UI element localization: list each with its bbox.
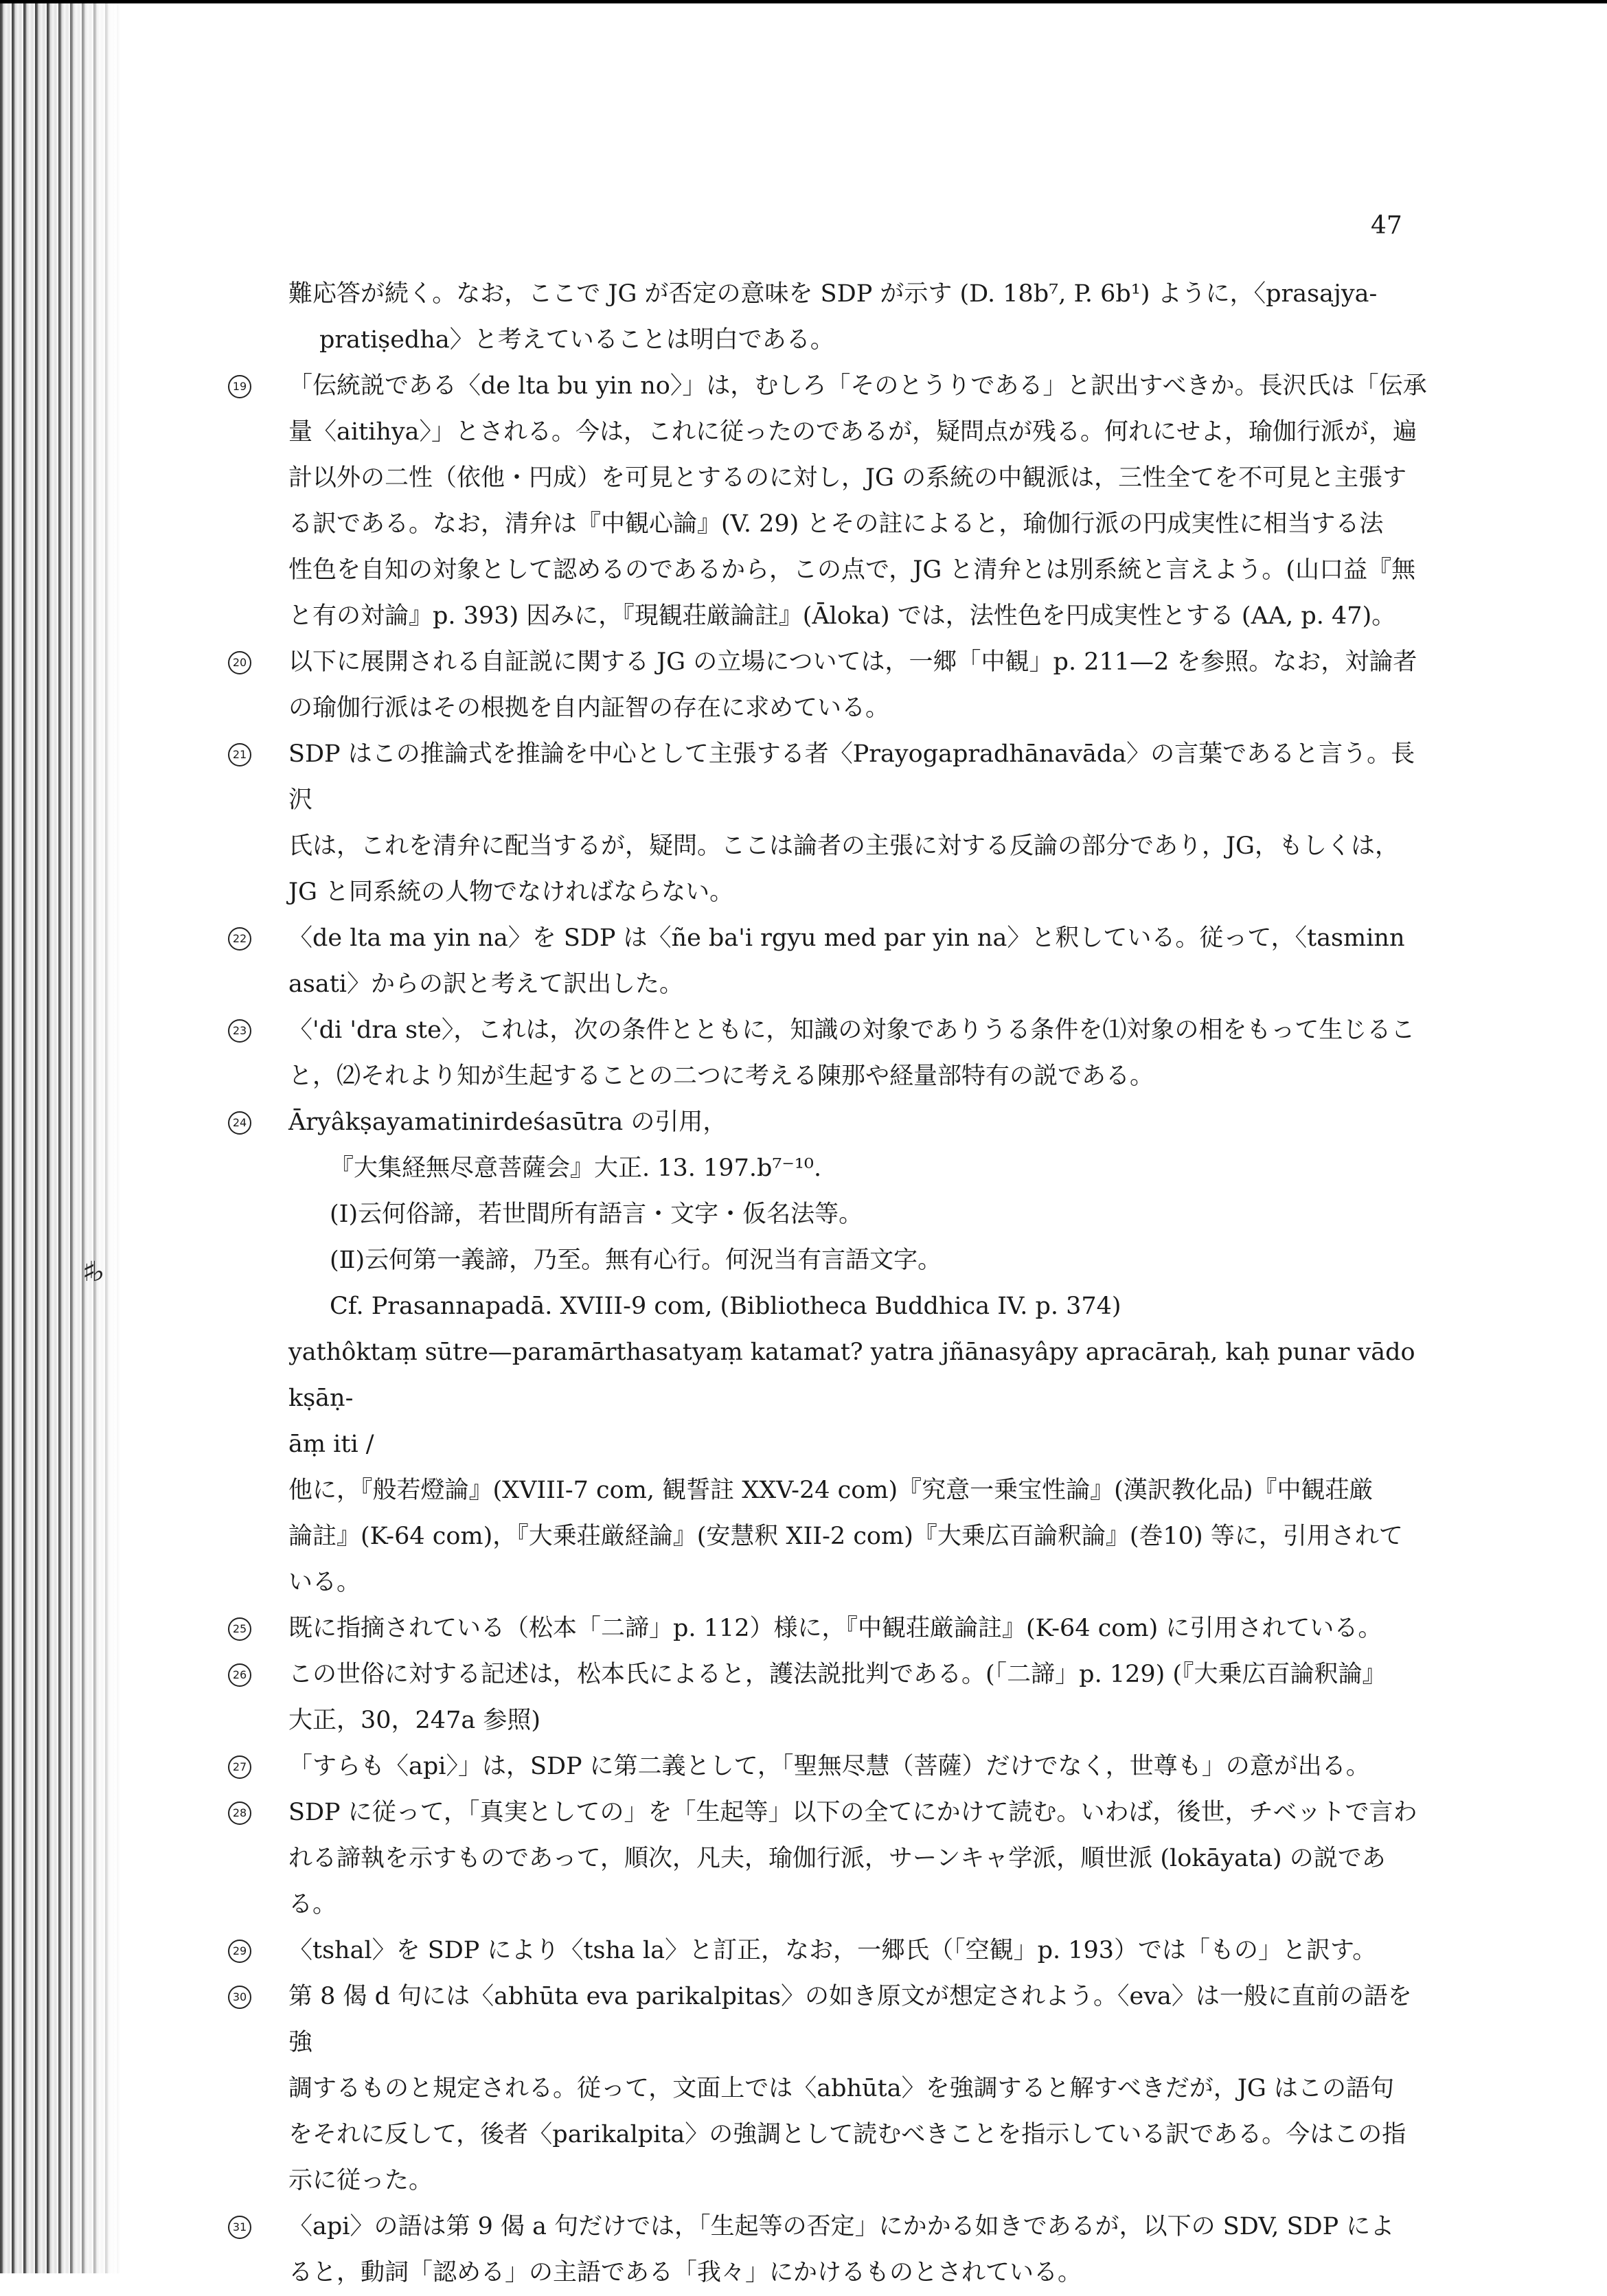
text-line: 大正，30，247a 参照) xyxy=(288,1707,540,1734)
text-line: 「すらも〈api〉」は，SDP に第二義として，「聖無尽慧（菩薩）だけでなく，世尊も」の意が出る。 xyxy=(288,1753,1370,1780)
text-line: pratiṣedha〉と考えていることは明白である。 xyxy=(319,326,834,354)
text-line: 他に，『般若燈論』(XVIII-7 com, 観誓註 XXV-24 com)『究意一乗宝性論』(漢訳教化品)『中観荘厳 xyxy=(288,1477,1374,1504)
note-number: 22 xyxy=(228,927,251,951)
footnote-26 xyxy=(232,1652,1435,1698)
quote-citation: 『大集経無尽意菩薩会』大正. 13. 197.b⁷⁻¹⁰. xyxy=(330,1155,822,1182)
text-line: と，⑵それより知が生起することの二つに考える陳那や経量部特有の説である。 xyxy=(288,1062,1154,1090)
text-line: る。 xyxy=(288,1891,337,1918)
note-number: 31 xyxy=(228,2216,251,2239)
text-line: をそれに反して，後者〈parikalpita〉の強調として読むべきことを指示している訳である。今はこの指 xyxy=(288,2121,1406,2148)
text-line: れる諦執を示すものであって，順次，凡夫，瑜伽行派，サーンキャ学派，順世派 (lokāyata) の説であ xyxy=(288,1845,1386,1872)
text-line: 量〈aitihya〉」とされる。今は，これに従ったのであるが，疑問点が残る。何れにせよ，瑜伽行派が，遍 xyxy=(288,418,1417,446)
text-line: āṃ iti / xyxy=(288,1431,374,1458)
text-line: Āryâkṣayamatinirdeśasūtra の引用， xyxy=(288,1109,727,1136)
footnote-22 xyxy=(232,916,1435,962)
scan-edge-shadow xyxy=(0,0,120,2273)
footnote-19 xyxy=(232,363,1435,409)
text-line: 難応答が続く。なお，ここで JG が否定の意味を SDP が示す (D. 18b⁷, P. 6b¹) ように，〈prasajya- xyxy=(288,280,1378,308)
text-line: 〈api〉の語は第 9 偈 a 句だけでは，「生起等の否定」にかかる如きであるが，以下の SDV, SDP によ xyxy=(288,2213,1395,2240)
text-line: 〈de lta ma yin na〉を SDP は〈ñe ba'i rgyu med par yin na〉と釈している。従って，〈tasminn xyxy=(288,924,1405,952)
note-number: 27 xyxy=(228,1755,251,1779)
text-line: の瑜伽行派はその根拠を自内証智の存在に求めている。 xyxy=(288,694,890,722)
note-number: 20 xyxy=(228,651,251,674)
footnote-28 xyxy=(232,1790,1435,1836)
footnote-30 xyxy=(232,1974,1435,2066)
text-line: 論註』(K-64 com)，『大乗荘厳経論』(安慧釈 XII-2 com)『大乗広百論釈論』(巻10) 等に，引用されて xyxy=(288,1523,1403,1550)
quote-line: (Ⅰ)云何俗諦，若世間所有語言・文字・仮名法等。 xyxy=(330,1201,863,1228)
text-line: この世俗に対する記述は，松本氏によると，護法説批判である。(「二諦」p. 129) (『大乗広百論釈論』 xyxy=(288,1661,1387,1688)
text-line: 性色を自知の対象として認めるのであるから，この点で，JG と清弁とは別系統と言えよう。(山口益『無 xyxy=(288,556,1416,584)
notes-body xyxy=(232,271,1435,2296)
footnote-27 xyxy=(232,1744,1435,1790)
text-line: る訳である。なお，清弁は『中観心論』(V. 29) とその註によると，瑜伽行派の円成実性に相当する法 xyxy=(288,510,1384,538)
text-line: 「伝統説である〈de lta bu yin no〉」は，むしろ「そのとうりである」と訳出すべきか。長沢氏は「伝承 xyxy=(288,372,1427,400)
footnote-24 xyxy=(232,1100,1435,1146)
note-number: 19 xyxy=(228,375,251,398)
scan-top-border xyxy=(0,0,1607,3)
text-line: と有の対論』p. 393) 因みに，『現観荘厳論註』(Āloka) では，法性色を円成実性とする (AA, p. 47)。 xyxy=(288,602,1396,630)
text-line: asati〉からの訳と考えて訳出した。 xyxy=(288,970,683,998)
text-line: 既に指摘されている（松本「二諦」p. 112）様に，『中観荘厳論註』(K-64 com) に引用されている。 xyxy=(288,1615,1382,1642)
footnote-21 xyxy=(232,731,1435,823)
note-number: 21 xyxy=(228,743,251,766)
footnote-31 xyxy=(232,2204,1435,2250)
intro-paragraph xyxy=(288,271,1435,317)
text-line: 示に従った。 xyxy=(288,2167,433,2194)
intro-paragraph xyxy=(288,317,1435,363)
footnote-23 xyxy=(232,1008,1435,1054)
quote-line: (Ⅱ)云何第一義諦，乃至。無有心行。何況当有言語文字。 xyxy=(330,1247,942,1274)
text-line: 調するものと規定される。従って，文面上では〈abhūta〉を強調すると解すべきだが，JG はこの語句 xyxy=(288,2075,1395,2102)
text-line: JG と同系統の人物でなければならない。 xyxy=(288,878,734,906)
footnote-25 xyxy=(232,1606,1435,1652)
text-line: SDP に従って，「真実としての」を「生起等」以下の全てにかけて読む。いわば，後世，チベットで言わ xyxy=(288,1799,1417,1826)
text-line: 氏は，これを清弁に配当するが，疑問。ここは論者の主張に対する反論の部分であり，JG，もしくは， xyxy=(288,832,1399,860)
text-line: 〈'di 'dra ste〉，これは，次の条件とともに，知識の対象でありうる条件を⑴対象の相をもって生じるこ xyxy=(288,1016,1415,1044)
note-number: 26 xyxy=(228,1663,251,1687)
text-line: 以下に展開される自証説に関する JG の立場については，一郷「中観」p. 211—2 を参照。なお，対論者 xyxy=(288,648,1417,676)
quote-line: Cf. Prasannapadā. XVIII-9 com, (Bibliotheca Buddhica IV. p. 374) xyxy=(330,1293,1121,1320)
text-line: 計以外の二性（依他・円成）を可見とするのに対し，JG の系統の中観派は，三性全てを不可見と主張す xyxy=(288,464,1407,492)
note-number: 23 xyxy=(228,1019,251,1043)
note-number: 25 xyxy=(228,1617,251,1641)
margin-mark: ♯♭ xyxy=(82,1255,101,1288)
text-line: ると，動詞「認める」の主語である「我々」にかけるものとされている。 xyxy=(288,2259,1082,2286)
text-line: 〈tshal〉を SDP により〈tsha la〉と訂正，なお，一郷氏（「空観」p. 193）では「もの」と訳す。 xyxy=(288,1937,1377,1964)
text-line: 第 8 偈 d 句には〈abhūta eva parikalpitas〉の如き原文が想定されよう。〈eva〉は一般に直前の語を強 xyxy=(288,1983,1412,2056)
footnote-20 xyxy=(232,639,1435,685)
footnote-29 xyxy=(232,1928,1435,1974)
text-line: yathôktaṃ sūtre—paramārthasatyaṃ katamat? yatra jñānasyâpy apracāraḥ, kaḥ punar vādo kṣāṇ- xyxy=(288,1339,1415,1412)
note-number: 29 xyxy=(228,1940,251,1963)
note-number: 30 xyxy=(228,1986,251,2009)
note-number: 24 xyxy=(228,1111,251,1135)
text-line: SDP はこの推論式を推論を中心として主張する者〈Prayogapradhānavāda〉の言葉であると言う。長沢 xyxy=(288,740,1415,814)
note-number: 28 xyxy=(228,1801,251,1825)
text-line: いる。 xyxy=(288,1569,361,1596)
page-number: 47 xyxy=(1371,212,1402,240)
